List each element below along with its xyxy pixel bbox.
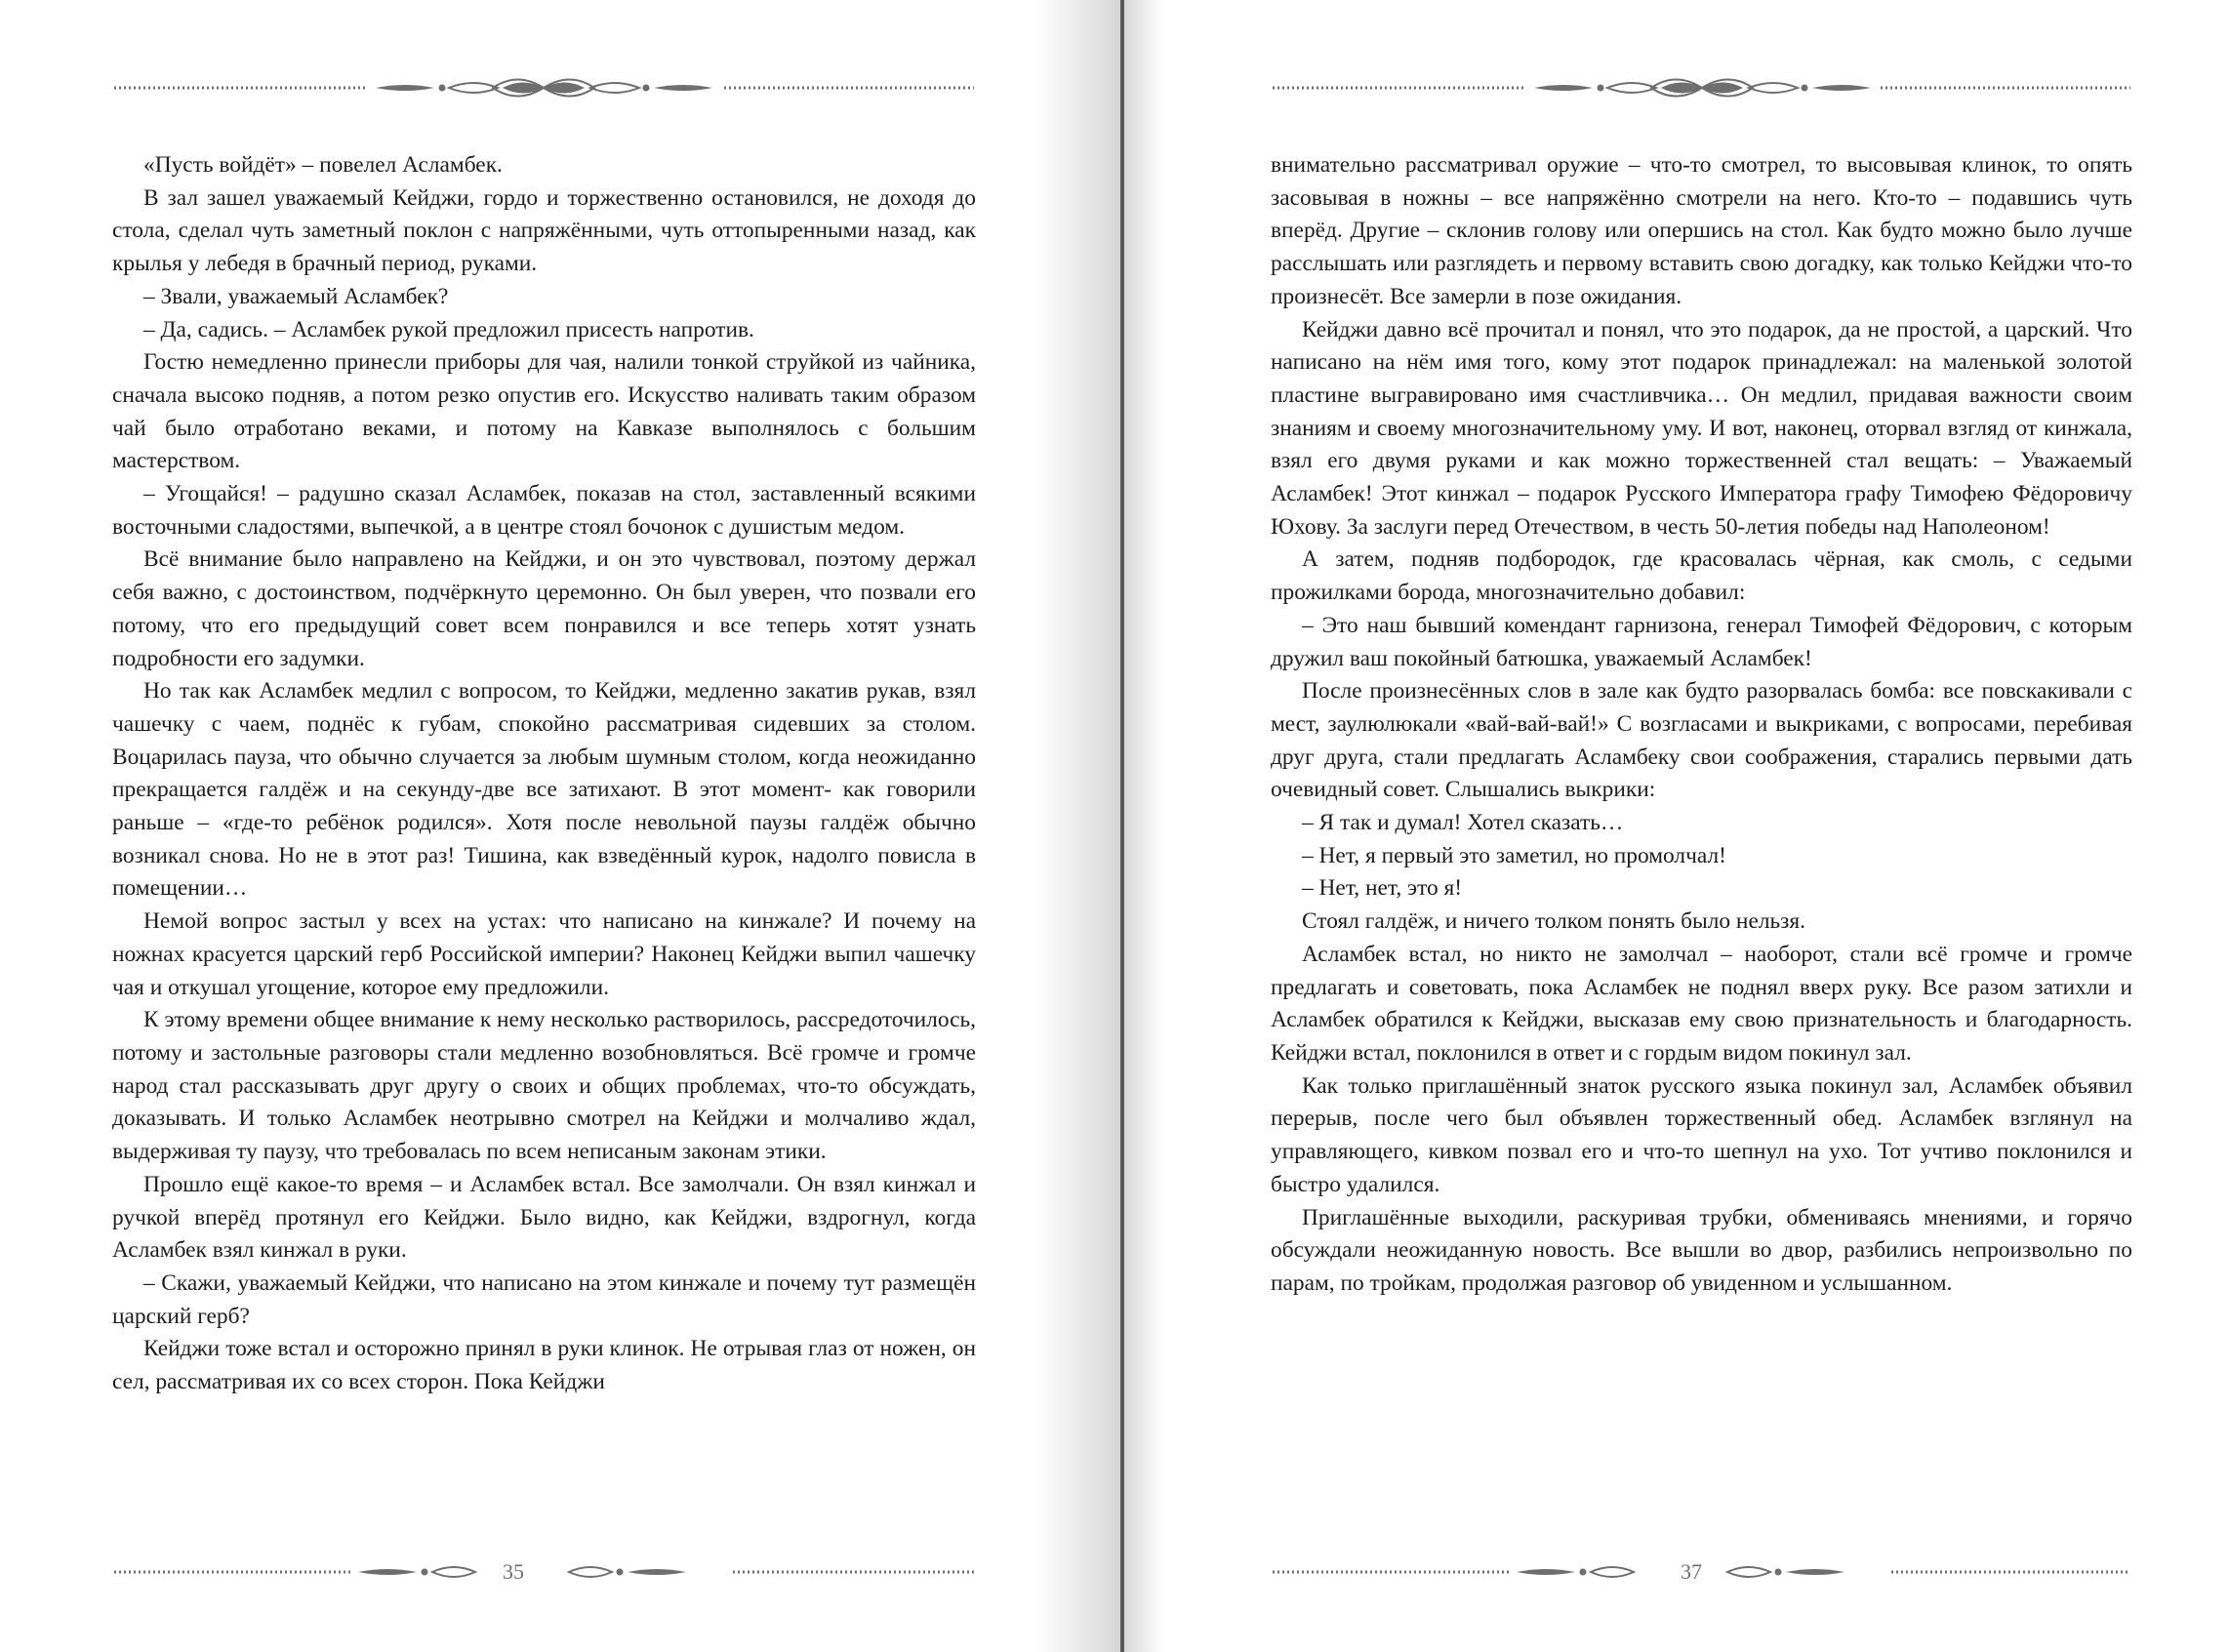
paragraph: А затем, подняв подбородок, где красовалась чёрная, как смоль, с седыми прожилками борода, многозначительно добавил:	[1271, 546, 2132, 606]
footer-ornament-icon	[112, 1557, 976, 1587]
paragraph: – Угощайся! – радушно сказал Асламбек, показав на стол, заставленный всякими восточными сладостями, выпечкой, а в центре стоял бочонок с душистым медом.	[112, 481, 976, 540]
paragraph: К этому времени общее внимание к нему несколько растворилось, рассредоточилось, потому и застольные разговоры стали медленно возобновляться. Всё громче и громче народ стал рассказывать друг другу о своих и общих проблемах, что-то обсуждать, доказывать. И только Асламбек неотрывно смотрел на Кейджи и молчаливо ждал, выдерживая ту паузу, что требовалась по всем неписаным законам этики.	[112, 1007, 976, 1165]
left-page-text	[112, 149, 976, 1399]
paragraph: Стоял галдёж, и ничего толком понять было нельзя.	[1302, 908, 1806, 935]
paragraph: В зал зашел уважаемый Кейджи, гордо и торжественно остановился, не доходя до стола, сделал чуть заметный поклон с напряжёнными, чуть оттопыренными назад, как крылья у лебедя в брачный период, руками.	[112, 184, 976, 277]
paragraph: Гостю немедленно принесли приборы для чая, налили тонкой струйкой из чайника, сначала высоко подняв, а потом резко опустив его. Искусство наливать таким образом чай было отработано веками, и потому на Кавказе выполнялось с большим мастерством.	[112, 349, 976, 474]
header-ornament-icon	[112, 73, 976, 102]
paragraph: Но так как Асламбек медлил с вопросом, то Кейджи, медленно закатив рукав, взял чашечку с чаем, поднёс к губам, спокойно рассматривая сидевших за столом. Воцарилась пауза, что обычно случается за любым шумным столом, когда неожиданно прекращается галдёж и на секунду-две все затихают. В этот момент- как говорили раньше – «где-то ребёнок родился». Хотя после невольной паузы галдёж обычно возникал снова. Но не в этот раз! Тишина, как взведённый курок, надолго повисла в помещении…	[112, 678, 976, 902]
book-fold-shadow	[1124, 0, 1163, 1652]
page-number: 37	[1681, 1559, 1702, 1584]
paragraph: – Я так и думал! Хотел сказать…	[1302, 810, 1624, 836]
paragraph: – Скажи, уважаемый Кейджи, что написано на этом кинжале и почему тут размещён царский герб?	[112, 1269, 976, 1329]
paragraph: – Да, садись. – Асламбек рукой предложил присесть напротив.	[143, 316, 754, 342]
paragraph: Всё внимание было направлено на Кейджи, и он это чувствовал, поэтому держал себя важно, с достоинством, подчёркнуто церемонно. Он был уверен, что позвали его потому, что его предыдущий совет всем понравился и все теперь хотят узнать подробности его задумки.	[112, 546, 976, 671]
paragraph: Кейджи давно всё прочитал и понял, что это подарок, да не простой, а царский. Что написано на нём имя того, кому этот подарок принадлежал: на маленькой золотой пластине выгравировано имя счастливчика… Он медлил, придавая важности своим знаниям и своему многозначительному уму. И вот, наконец, оторвал взгляд от кинжала, взял его двумя руками и как можно торжественней стал вещать: – Уважаемый Асламбек! Этот кинжал – подарок Русского Императора графу Тимофею Фёдоровичу Юхову. За заслуги перед Отечеством, в честь 50-летия победы над Наполеоном!	[1271, 316, 2132, 540]
paragraph: «Пусть войдёт» – повелел Асламбек.	[143, 152, 503, 178]
left-page	[112, 0, 976, 1652]
paragraph: – Это наш бывший комендант гарнизона, генерал Тимофей Фёдорович, с которым дружил ваш покойный батюшка, уважаемый Асламбек!	[1271, 612, 2132, 671]
paragraph: – Нет, я первый это заметил, но промолчал!	[1302, 842, 1726, 868]
right-page	[1271, 0, 2132, 1652]
right-page-text	[1271, 149, 2132, 1301]
paragraph: – Нет, нет, это я!	[1302, 875, 1463, 902]
paragraph: Кейджи тоже встал и осторожно принял в руки клинок. Не отрывая глаз от ножен, он сел, рассматривая их со всех сторон. Пока Кейджи	[112, 1336, 976, 1395]
paragraph: Приглашённые выходили, раскуривая трубки, обмениваясь мнениями, и горячо обсуждали неожиданную новость. Все вышли во двор, разбились непроизвольно по парам, по тройкам, продолжая разговор об увиденном и услышанном.	[1271, 1204, 2132, 1296]
paragraph: Прошло ещё какое-то время – и Асламбек встал. Все замолчали. Он взял кинжал и ручкой вперёд протянул его Кейджи. Было видно, как Кейджи, вздрогнул, когда Асламбек взял кинжал в руки.	[112, 1171, 976, 1264]
paragraph: Немой вопрос застыл у всех на устах: что написано на кинжале? И почему на ножнах красуется царский герб Российской империи? Наконец Кейджи выпил чашечку чая и откушал угощение, которое ему предложили.	[112, 908, 976, 1000]
paragraph: Асламбек встал, но никто не замолчал – наоборот, стали всё громче и громче предлагать и советовать, пока Асламбек не поднял вверх руку. Все разом затихли и Асламбек обратился к Кейджи, высказав ему свою признательность и благодарность. Кейджи встал, поклонился в ответ и с гордым видом покинул зал.	[1271, 941, 2132, 1066]
paragraph: Как только приглашённый знаток русского языка покинул зал, Асламбек объявил перерыв, после чего был объявлен торжественный обед. Асламбек взглянул на управляющего, кивком позвал его и что-то шепнул на ухо. Тот учтиво поклонился и быстро удалился.	[1271, 1072, 2132, 1197]
paragraph: – Звали, уважаемый Асламбек?	[143, 283, 449, 309]
paragraph: После произнесённых слов в зале как будто разорвалась бомба: все повскакивали с мест, заулюлюкали «вай-вай-вай!» С возгласами и выкриками, с вопросами, перебивая друг друга, стали предлагать Асламбеку свои соображения, старались первыми дать очевидный совет. Слышались выкрики:	[1271, 678, 2132, 803]
header-ornament-icon	[1271, 73, 2132, 102]
page-number: 35	[503, 1559, 524, 1584]
paragraph: внимательно рассматривал оружие – что-то смотрел, то высовывая клинок, то опять засовывая в ножны – все напряжённо смотрели на него. Кто-то – подавшись чуть вперёд. Другие – склонив голову или опершись на стол. Как будто можно было лучше расслышать или разглядеть и первому вставить свою догадку, как только Кейджи что-то произнесёт. Все замерли в позе ожидания.	[1271, 152, 2132, 309]
